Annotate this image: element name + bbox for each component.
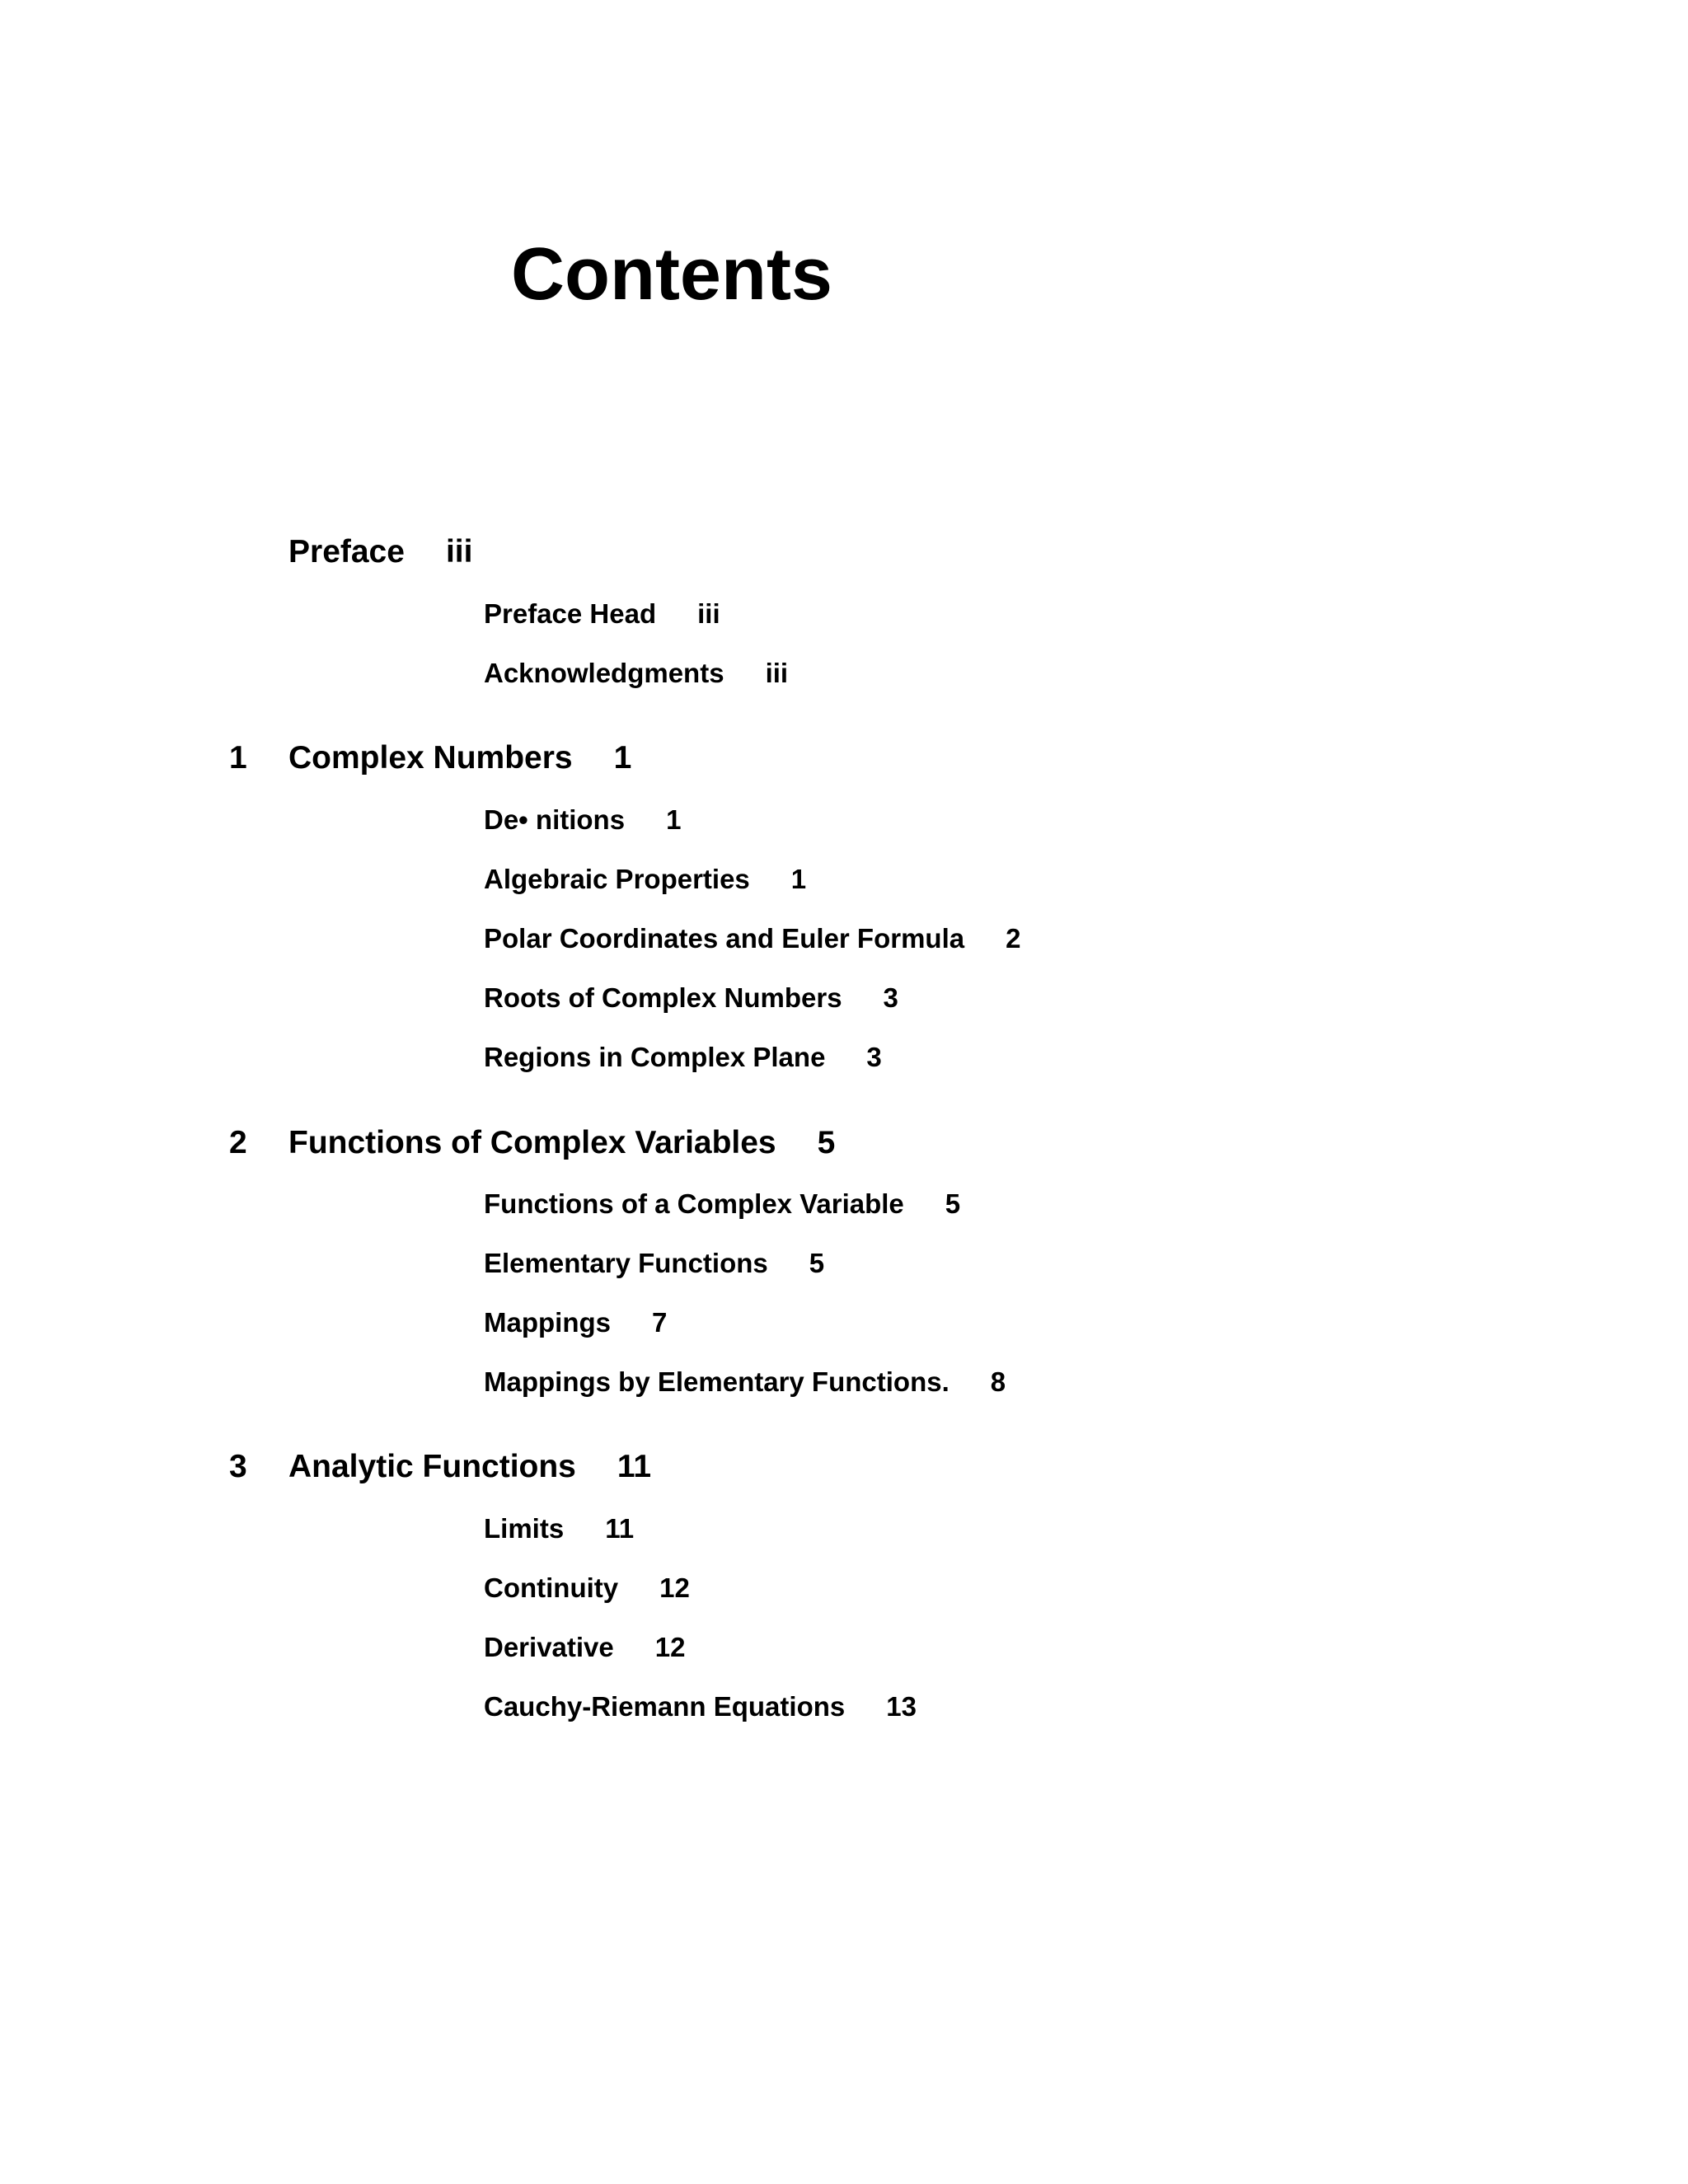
page-number: iii (765, 658, 789, 688)
section-title: Functions of a Complex Variable (484, 1188, 904, 1219)
page-number: 11 (617, 1449, 652, 1484)
section-title: De• nitions (484, 804, 626, 835)
section-title: Derivative (484, 1632, 614, 1662)
page-number: 12 (654, 1632, 686, 1662)
section-title: Cauchy-Riemann Equations (484, 1691, 846, 1722)
section-title: Continuity (484, 1572, 619, 1603)
section-title: Limits (484, 1513, 565, 1544)
page-number: 1 (790, 864, 807, 894)
page-number: 2 (1006, 923, 1021, 954)
page-title: Contents (511, 233, 832, 316)
section-title: Mappings by Elementary Functions. (484, 1366, 950, 1397)
section-title: Mappings (484, 1307, 611, 1338)
page-number: 13 (886, 1691, 917, 1722)
section-title: Regions in Complex Plane (484, 1042, 826, 1072)
page-number: 1 (613, 740, 632, 776)
page-number: 5 (809, 1248, 825, 1278)
page-number: 5 (945, 1188, 961, 1219)
page-number: 5 (817, 1125, 836, 1160)
chapter-title: Analytic Functions (288, 1449, 576, 1484)
page-number: 12 (659, 1572, 690, 1603)
chapter-number: 1 (229, 740, 247, 776)
page-number: 1 (666, 804, 682, 835)
section-title: Preface Head (484, 598, 657, 629)
page-number: iii (697, 598, 720, 629)
chapter-number: 2 (229, 1125, 247, 1160)
section-title: Algebraic Properties (484, 864, 750, 894)
page-number: 11 (605, 1513, 635, 1544)
section-title: Roots of Complex Numbers (484, 982, 842, 1013)
page-number: iii (445, 534, 473, 569)
section-title: Polar Coordinates and Euler Formula (484, 923, 965, 954)
section-title: Elementary Functions (484, 1248, 768, 1278)
page-number: 8 (990, 1366, 1006, 1397)
page-number: 3 (866, 1042, 882, 1072)
section-title: Acknowledgments (484, 658, 724, 688)
page-number: 3 (883, 982, 898, 1013)
chapter-title: Functions of Complex Variables (288, 1125, 776, 1160)
page-number: 7 (652, 1307, 668, 1338)
chapter-number: 3 (229, 1449, 247, 1484)
chapter-title: Preface (288, 534, 405, 569)
chapter-title: Complex Numbers (288, 740, 573, 776)
